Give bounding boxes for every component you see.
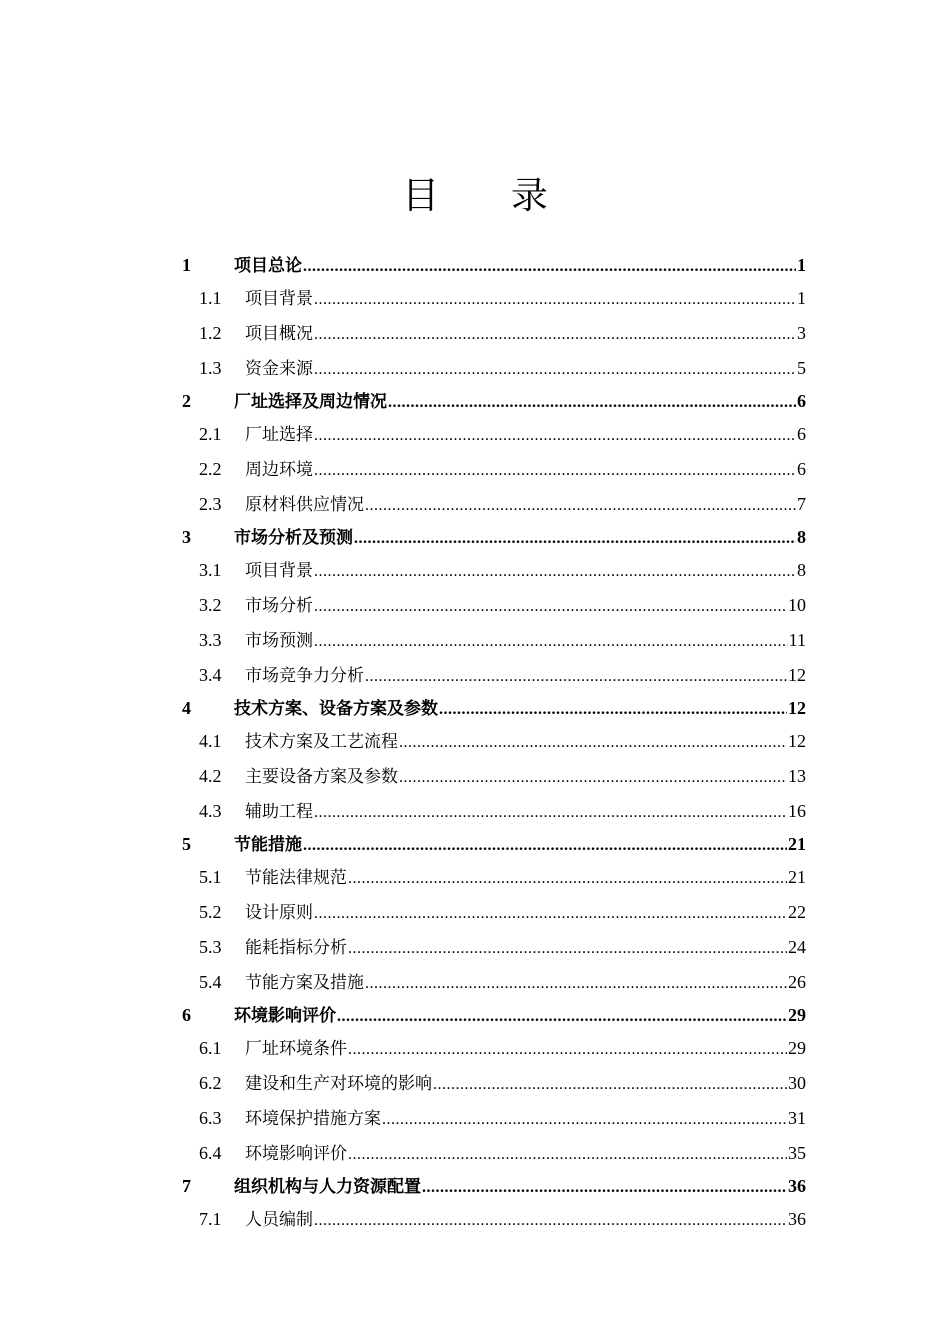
toc-entry-title: 技术方案及工艺流程 [245, 732, 398, 752]
toc-entry-page: 1 [797, 255, 806, 275]
toc-chapter-entry[interactable] [182, 1171, 806, 1202]
toc-dot-leader [382, 1102, 787, 1137]
toc-entry-title: 设计原则 [245, 903, 313, 923]
toc-dot-leader [348, 931, 787, 966]
toc-dot-leader [388, 387, 796, 418]
toc-entry-number: 3.3 [199, 630, 222, 650]
toc-entry-number: 2.2 [199, 459, 222, 479]
toc-section-entry[interactable] [182, 1031, 806, 1066]
toc-entry-number: 5.1 [199, 867, 222, 887]
toc-entry-number: 5.4 [199, 972, 222, 992]
toc-entry-title: 项目总论 [234, 256, 302, 276]
toc-entry-number: 6.2 [199, 1073, 222, 1093]
toc-dot-leader [314, 1203, 787, 1238]
toc-dot-leader [314, 554, 796, 589]
toc-entry-title: 组织机构与人力资源配置 [234, 1177, 421, 1197]
toc-entry-page: 36 [788, 1176, 806, 1196]
toc-dot-leader [354, 523, 796, 554]
toc-entry-number: 1.3 [199, 358, 222, 378]
toc-entry-page: 29 [788, 1038, 806, 1058]
toc-entry-page: 6 [797, 459, 806, 479]
toc-entry-number: 3.4 [199, 665, 222, 685]
toc-chapter-entry[interactable] [182, 522, 806, 553]
page-title: 目 录 [402, 174, 578, 217]
toc-entry-page: 21 [788, 867, 806, 887]
toc-entry-title: 市场分析 [245, 596, 313, 616]
toc-entry-page: 21 [788, 834, 806, 854]
toc-dot-leader [314, 282, 796, 317]
toc-entry-title: 厂址环境条件 [245, 1039, 347, 1059]
toc-entry-title: 主要设备方案及参数 [245, 767, 398, 787]
toc-entry-page: 5 [797, 358, 806, 378]
toc-dot-leader [314, 896, 787, 931]
toc-section-entry[interactable] [182, 724, 806, 759]
toc-entry-title: 节能方案及措施 [245, 973, 364, 993]
toc-dot-leader [365, 488, 796, 523]
toc-entry-number: 1 [182, 255, 191, 275]
toc-entry-number: 7 [182, 1176, 191, 1196]
toc-dot-leader [348, 1137, 787, 1172]
toc-entry-title: 节能法律规范 [245, 868, 347, 888]
toc-entry-title: 项目概况 [245, 324, 313, 344]
toc-entry-number: 3.1 [199, 560, 222, 580]
toc-entry-title: 环境影响评价 [234, 1006, 336, 1026]
toc-section-entry[interactable] [182, 965, 806, 1000]
toc-entry-page: 29 [788, 1005, 806, 1025]
toc-entry-number: 4 [182, 698, 191, 718]
toc-entry-page: 26 [788, 972, 806, 992]
toc-entry-number: 5 [182, 834, 191, 854]
toc-entry-page: 35 [788, 1143, 806, 1163]
toc-entry-number: 2.3 [199, 494, 222, 514]
toc-entry-number: 2.1 [199, 424, 222, 444]
toc-section-entry[interactable] [182, 1202, 806, 1237]
toc-entry-page: 7 [797, 494, 806, 514]
toc-entry-title: 厂址选择 [245, 425, 313, 445]
toc-entry-title: 项目背景 [245, 561, 313, 581]
toc-entry-page: 10 [788, 595, 806, 615]
toc-section-entry[interactable] [182, 452, 806, 487]
toc-entry-number: 4.2 [199, 766, 222, 786]
toc-entry-page: 13 [788, 766, 806, 786]
toc-chapter-entry[interactable] [182, 829, 806, 860]
toc-entry-page: 12 [788, 665, 806, 685]
toc-entry-page: 24 [788, 937, 806, 957]
toc-entry-title: 技术方案、设备方案及参数 [234, 699, 438, 719]
toc-entry-number: 6.3 [199, 1108, 222, 1128]
toc-dot-leader [365, 966, 787, 1001]
toc-dot-leader [314, 795, 787, 830]
toc-section-entry[interactable] [182, 316, 806, 351]
toc-entry-page: 3 [797, 323, 806, 343]
toc-dot-leader [399, 760, 787, 795]
toc-entry-page: 12 [788, 731, 806, 751]
toc-section-entry[interactable] [182, 794, 806, 829]
toc-entry-title: 市场预测 [245, 631, 313, 651]
toc-dot-leader [314, 317, 796, 352]
toc-entry-title: 能耗指标分析 [245, 938, 347, 958]
toc-section-entry[interactable] [182, 487, 806, 522]
toc-entry-number: 6 [182, 1005, 191, 1025]
toc-chapter-entry[interactable] [182, 1000, 806, 1031]
toc-entry-number: 3.2 [199, 595, 222, 615]
toc-dot-leader [422, 1172, 787, 1203]
toc-entry-number: 4.1 [199, 731, 222, 751]
toc-section-entry[interactable] [182, 281, 806, 316]
toc-chapter-entry[interactable] [182, 693, 806, 724]
toc-entry-page: 36 [788, 1209, 806, 1229]
toc-dot-leader [303, 251, 796, 282]
toc-section-entry[interactable] [182, 417, 806, 452]
toc-section-entry[interactable] [182, 1101, 806, 1136]
toc-entry-page: 6 [797, 391, 806, 411]
toc-entry-page: 1 [797, 288, 806, 308]
toc-section-entry[interactable] [182, 1136, 806, 1171]
toc-chapter-entry[interactable] [182, 250, 806, 281]
toc-section-entry[interactable] [182, 623, 806, 658]
toc-dot-leader [433, 1067, 787, 1102]
toc-section-entry[interactable] [182, 930, 806, 965]
toc-entry-number: 4.3 [199, 801, 222, 821]
toc-dot-leader [348, 1032, 787, 1067]
toc-entry-title: 辅助工程 [245, 802, 313, 822]
toc-entry-page: 8 [797, 560, 806, 580]
toc-dot-leader [399, 725, 787, 760]
toc-dot-leader [303, 830, 787, 861]
toc-section-entry[interactable] [182, 553, 806, 588]
toc-dot-leader [314, 624, 788, 659]
toc-dot-leader [314, 453, 796, 488]
toc-section-entry[interactable] [182, 351, 806, 386]
toc-dot-leader [365, 659, 787, 694]
toc-section-entry[interactable] [182, 588, 806, 623]
toc-entry-page: 11 [788, 630, 806, 650]
toc-entry-title: 厂址选择及周边情况 [234, 392, 387, 412]
toc-entry-title: 项目背景 [245, 289, 313, 309]
toc-entry-page: 16 [788, 801, 806, 821]
toc-entry-title: 环境影响评价 [245, 1144, 347, 1164]
toc-section-entry[interactable] [182, 1066, 806, 1101]
toc-entry-title: 节能措施 [234, 835, 302, 855]
toc-dot-leader [337, 1001, 787, 1032]
toc-chapter-entry[interactable] [182, 386, 806, 417]
toc-dot-leader [314, 418, 796, 453]
toc-entry-page: 12 [788, 698, 806, 718]
toc-entry-page: 31 [788, 1108, 806, 1128]
toc-dot-leader [348, 861, 787, 896]
toc-entry-number: 2 [182, 391, 191, 411]
toc-entry-page: 22 [788, 902, 806, 922]
toc-entry-number: 1.2 [199, 323, 222, 343]
toc-section-entry[interactable] [182, 658, 806, 693]
table-of-contents [182, 250, 806, 1237]
toc-entry-title: 周边环境 [245, 460, 313, 480]
toc-entry-number: 7.1 [199, 1209, 222, 1229]
toc-entry-number: 6.1 [199, 1038, 222, 1058]
toc-entry-title: 市场分析及预测 [234, 528, 353, 548]
toc-section-entry[interactable] [182, 759, 806, 794]
toc-entry-number: 1.1 [199, 288, 222, 308]
toc-section-entry[interactable] [182, 860, 806, 895]
toc-entry-title: 环境保护措施方案 [245, 1109, 381, 1129]
toc-entry-number: 5.3 [199, 937, 222, 957]
toc-entry-page: 30 [788, 1073, 806, 1093]
toc-entry-title: 人员编制 [245, 1210, 313, 1230]
toc-entry-number: 3 [182, 527, 191, 547]
toc-dot-leader [314, 589, 787, 624]
toc-entry-title: 建设和生产对环境的影响 [245, 1074, 432, 1094]
toc-section-entry[interactable] [182, 895, 806, 930]
toc-entry-number: 5.2 [199, 902, 222, 922]
toc-entry-title: 市场竞争力分析 [245, 666, 364, 686]
toc-entry-page: 6 [797, 424, 806, 444]
toc-entry-title: 资金来源 [245, 359, 313, 379]
toc-entry-title: 原材料供应情况 [245, 495, 364, 515]
toc-dot-leader [314, 352, 796, 387]
toc-entry-page: 8 [797, 527, 806, 547]
toc-dot-leader [439, 694, 787, 725]
toc-entry-number: 6.4 [199, 1143, 222, 1163]
